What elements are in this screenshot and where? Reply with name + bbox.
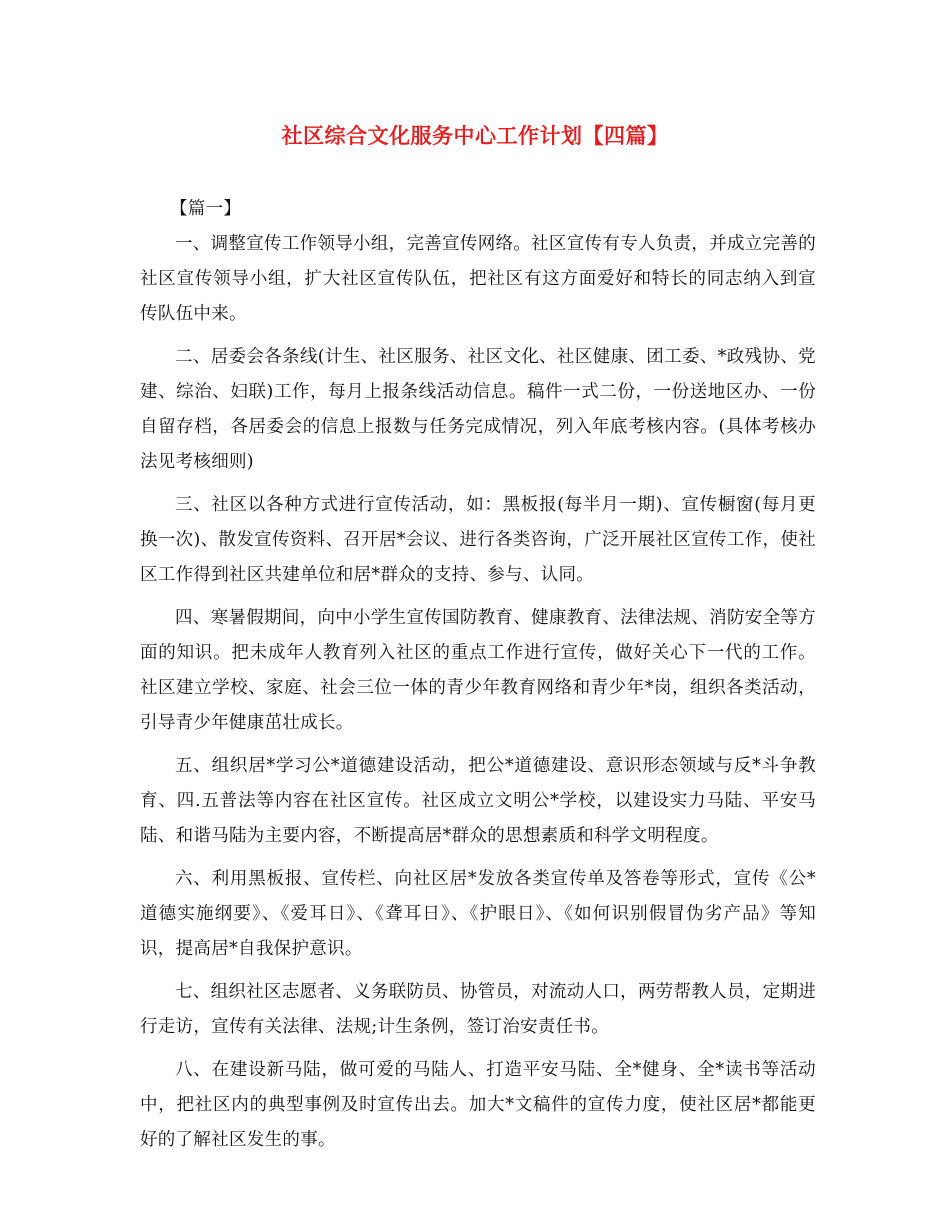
paragraph-4: 四、寒暑假期间，向中小学生宣传国防教育、健康教育、法律法规、消防安全等方面的知识。把未成年人教育列入社区的重点工作进行宣传，做好关心下一代的工作。社区建立学校、家庭、社会三位一体的青少年教育网络和青少年*岗，组织各类活动，引导青少年健康茁壮成长。	[140, 608, 816, 733]
section-label: 【篇一】	[170, 199, 242, 219]
paragraph-1: 一、调整宣传工作领导小组，完善宣传网络。社区宣传有专人负责，并成立完善的社区宣传领导小组，扩大社区宣传队伍，把社区有这方面爱好和特长的同志纳入到宣传队伍中来。	[140, 234, 816, 324]
paragraph-7: 七、组织社区志愿者、义务联防员、协管员，对流动人口，两劳帮教人员，定期进行走访，宣传有关法律、法规;计生条例，签订治安责任书。	[140, 982, 816, 1037]
paragraph-8: 八、在建设新马陆，做可爱的马陆人、打造平安马陆、全*健身、全*读书等活动中，把社区内的典型事例及时宣传出去。加大*文稿件的宣传力度，使社区居*都能更好的了解社区发生的事。	[140, 1060, 816, 1150]
paragraph-2: 二、居委会各条线(计生、社区服务、社区文化、社区健康、团工委、*政残协、党建、综治、妇联)工作，每月上报条线活动信息。稿件一式二份，一份送地区办、一份自留存档，各居委会的信息上报数与任务完成情况，列入年底考核内容。(具体考核办法见考核细则)	[140, 347, 816, 472]
paragraph-3: 三、社区以各种方式进行宣传活动，如：黑板报(每半月一期)、宣传橱窗(每月更换一次)、散发宣传资料、召开居*会议、进行各类咨询，广泛开展社区宣传工作，使社区工作得到社区共建单位和居*群众的支持、参与、认同。	[140, 495, 816, 585]
document-title: 社区综合文化服务中心工作计划【四篇】	[281, 123, 669, 148]
document-body	[140, 192, 816, 1166]
paragraph-6: 六、利用黑板报、宣传栏、向社区居*发放各类宣传单及答卷等形式，宣传《公*道德实施纲要》、《爱耳日》、《聋耳日》、《护眼日》、《如何识别假冒伪劣产品》等知识，提高居*自我保护意识。	[140, 869, 816, 959]
paragraph-5: 五、组织居*学习公*道德建设活动，把公*道德建设、意识形态领域与反*斗争教育、四.五普法等内容在社区宣传。社区成立文明公*学校，以建设实力马陆、平安马陆、和谐马陆为主要内容，不断提高居*群众的思想素质和科学文明程度。	[140, 756, 816, 846]
